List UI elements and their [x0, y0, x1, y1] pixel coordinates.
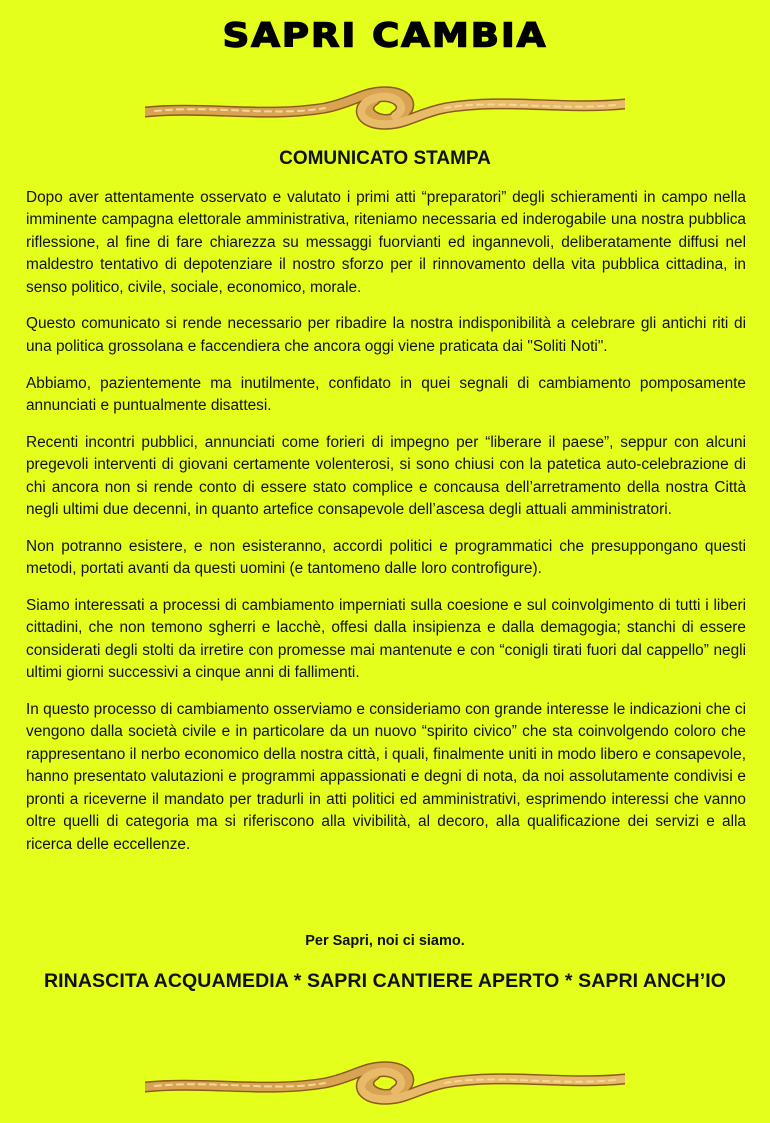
paragraph-3: Abbiamo, pazientemente ma inutilmente, confidato in quei segnali di cambiamento pomposamente annunciati e puntualmente disattesi.: [26, 374, 746, 415]
square-knot-rope-icon: [145, 78, 625, 138]
paragraph-2: Questo comunicato si rende necessario per ribadire la nostra indisponibilità a celebrare gli antichi riti di una politica grossolana e faccendiera che ancora oggi viene praticata dai "Soliti Noti".: [26, 315, 746, 355]
closing-line: Per Sapri, noi ci siamo.: [305, 933, 465, 949]
paragraph-4: Recenti incontri pubblici, annunciati come forieri di impegno per “liberare il paese”, seppur con alcuni pregevoli interventi di giovani certamente volenterosi, si sono chiusi con la patetica auto-celebrazione di chi ancora non si rende conto di essere stato complice e concausa dell’arretramento della nostra Città negli ultimi due decenni, in quanto artefice consapevole dell’ascesa degli attuali amministratori.: [26, 433, 746, 519]
paragraph-1: Dopo aver attentamente osservato e valutato i primi atti “preparatori” degli schieramenti in campo nella imminente campagna elettorale amministrativa, riteniamo necessaria ed inderogabile una nostra pubblica riflessione, al fine di fare chiarezza su messaggi fuorvianti ed ingannevoli, deliberatamente diffusi nel maldestro tentativo di depotenziare il nostro sforzo per il rinnovamento della vita pubblica cittadina, in senso politico, civile, sociale, economico, morale.: [26, 189, 746, 296]
press-release-body: [26, 187, 746, 870]
paragraph-6: Siamo interessati a processi di cambiamento imperniati sulla coesione e sul coinvolgimento di tutti i liberi cittadini, che non temono sgherri e lacchè, offesi dalla insipienza e dalla demagogia; stanchi di essere considerati degli stolti da irretire con promesse mai mantenute e con “conigli tirati fuori dal cappello” negli ultimi giorni successivi a cinque anni di fallimenti.: [26, 597, 746, 682]
square-knot-rope-icon: [145, 1053, 625, 1113]
signatories: RINASCITA ACQUAMEDIA * SAPRI CANTIERE APERTO * SAPRI ANCH’IO: [43, 970, 727, 992]
document-heading: COMUNICATO STAMPA: [279, 148, 491, 169]
page-title: SAPRI CAMBIA: [222, 16, 548, 55]
paragraph-7: In questo processo di cambiamento osserviamo e consideriamo con grande interesse le indicazioni che ci vengono dalla società civile e in particolare da un nuovo “spirito civico” che sta coinvolgendo coloro che rappresentano il nerbo economico della nostra città, i quali, finalmente uniti in modo libero e consapevole, hanno presentato valutazioni e programmi appassionati e degni di nota, da noi assolutamente condivisi e pronti a riceverne il mandato per tradurli in atti politici ed amministrativi, esprimendo interessi che vanno oltre quelli di categoria ma si riferiscono alla vivibilità, al decoro, alla qualificazione dei servizi e alla ricerca delle eccellenze.: [26, 701, 746, 853]
paragraph-5: Non potranno esistere, e non esisteranno, accordi politici e programmatici che presuppongano questi metodi, portati avanti da questi uomini (e tantomeno dalle loro controfigure).: [26, 537, 746, 578]
